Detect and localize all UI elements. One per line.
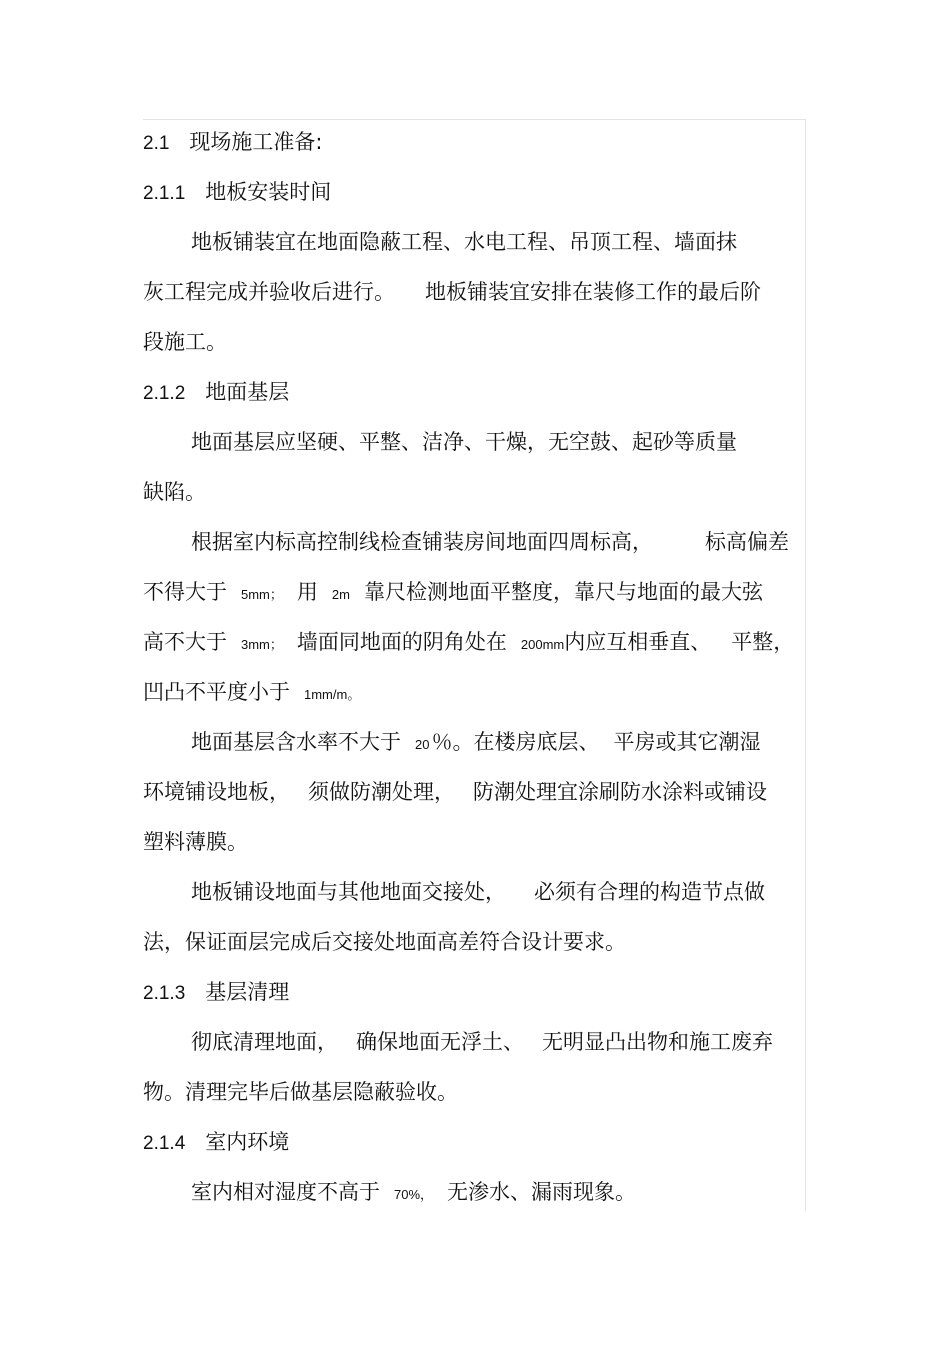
paragraph-line [143, 1067, 803, 1117]
heading-number: 2.1.1 [143, 183, 186, 204]
paragraph-line [143, 517, 803, 567]
heading-title: 基层清理 [205, 980, 290, 1004]
paragraph-line [143, 567, 803, 617]
text: 确保地面无浮土、 [356, 1030, 524, 1054]
text: 环境铺设地板， [143, 780, 290, 804]
heading-number: 2.1.2 [143, 383, 186, 404]
text: 灰工程完成并验收后进行。 [143, 280, 395, 304]
text: 平整， [731, 630, 795, 654]
text: 用 [296, 580, 318, 604]
text: 缺陷。 [143, 480, 206, 504]
text: 塑料薄膜。 [143, 830, 248, 854]
text: 彻底清理地面， [191, 1030, 338, 1054]
value-200mm: 200mm [520, 637, 565, 652]
text: 物。清理完毕后做基层隐蔽验收。 [143, 1080, 458, 1104]
heading-number: 2.1 [143, 133, 170, 154]
paragraph-line [143, 267, 803, 317]
text: 内应互相垂直、 [564, 630, 712, 654]
value-20: 20 [415, 737, 430, 752]
text: ％。在楼房底层、 [431, 730, 600, 754]
text: 地板铺装宜安排在装修工作的最后阶 [425, 280, 761, 304]
heading-title: 现场施工准备: [189, 130, 323, 154]
text: 地面基层含水率不大于 [191, 730, 401, 754]
heading-title: 地面基层 [205, 380, 290, 404]
paragraph-line [143, 717, 803, 767]
paragraph-line [143, 617, 803, 667]
text: 平房或其它潮湿 [613, 730, 761, 754]
paragraph-line [143, 767, 803, 817]
value-70: 70%， [394, 1187, 434, 1202]
text: 无明显凸出物和施工废弃 [542, 1030, 773, 1054]
value-5mm: 5mm； [241, 587, 283, 602]
text: 凹凸不平度小于 [143, 680, 290, 704]
text: 不得大于 [143, 580, 227, 604]
paragraph-line [143, 467, 803, 517]
paragraph-line [143, 317, 803, 367]
text: 地面基层应坚硬、平整、洁净、干燥，无空鼓、起砂等质量 [191, 430, 737, 454]
heading-2-1-4 [143, 1117, 803, 1167]
value-2m: 2m [331, 587, 350, 602]
text: 标高偏差 [705, 530, 789, 554]
paragraph-line [143, 817, 803, 867]
paragraph-line [143, 217, 803, 267]
heading-2-1 [143, 117, 803, 167]
heading-number: 2.1.4 [143, 1133, 186, 1154]
value-3mm: 3mm； [241, 637, 283, 652]
heading-2-1-3 [143, 967, 803, 1017]
text: 须做防潮处理， [308, 780, 455, 804]
text: 法，保证面层完成后交接处地面高差符合设计要求。 [143, 930, 626, 954]
text: 墙面同地面的阴角处在 [296, 630, 507, 654]
text: 室内相对湿度不高于 [191, 1180, 380, 1204]
heading-number: 2.1.3 [143, 983, 186, 1004]
paragraph-line [143, 1167, 803, 1217]
text: 地板铺设地面与其他地面交接处， [191, 880, 506, 904]
text: 防潮处理宜涂刷防水涂料或铺设 [473, 780, 767, 804]
text: 段施工。 [143, 330, 227, 354]
paragraph-line [143, 667, 803, 717]
text: 根据室内标高控制线检查铺装房间地面四周标高， [191, 530, 653, 554]
document-body [143, 117, 803, 1217]
text: 必须有合理的构造节点做 [534, 880, 765, 904]
paragraph-line [143, 917, 803, 967]
paragraph-line [143, 867, 803, 917]
heading-title: 室内环境 [205, 1130, 290, 1154]
text: 高不大于 [143, 630, 227, 654]
text: 靠尺检测地面平整度，靠尺与地面的最大弦 [363, 580, 763, 604]
heading-2-1-2 [143, 367, 803, 417]
text: 无渗水、漏雨现象。 [447, 1180, 637, 1204]
paragraph-line [143, 417, 803, 467]
heading-title: 地板安装时间 [205, 180, 332, 204]
paragraph-line [143, 1017, 803, 1067]
text: 地板铺装宜在地面隐蔽工程、水电工程、吊顶工程、墙面抹 [191, 230, 737, 254]
heading-2-1-1 [143, 167, 803, 217]
value-1mm: 1mm/m。 [304, 687, 361, 702]
